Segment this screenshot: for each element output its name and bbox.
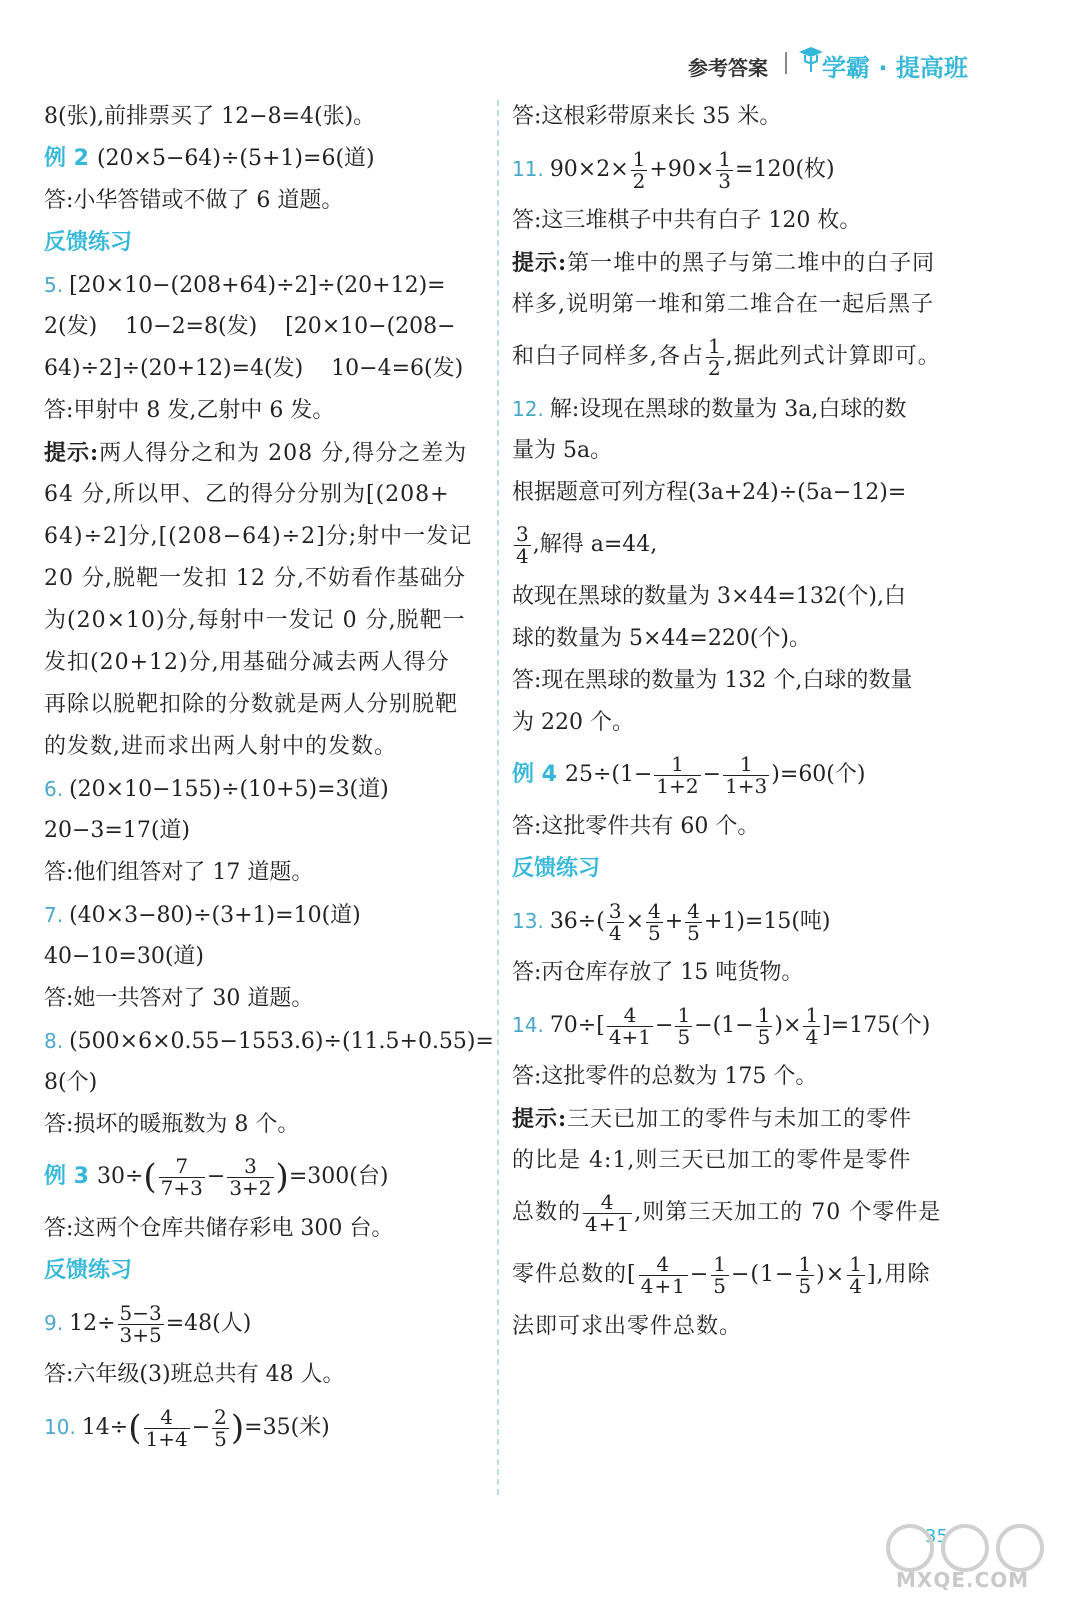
hint-line: 20 分,脱靶一发扣 12 分,不妨看作基础分 xyxy=(44,566,466,591)
answer: 答:他们组答对了 17 道题。 xyxy=(44,860,314,885)
question-number: 12. xyxy=(512,397,544,421)
fraction: $\frac{1}{2}$ xyxy=(632,146,646,193)
section-heading: 反馈练习 xyxy=(44,1258,133,1283)
page-number: 35 xyxy=(925,1526,948,1547)
hint-line: 样多,说明第一堆和第二堆合在一起后黑子 xyxy=(512,292,934,317)
answer: 答:这两个仓库共储存彩电 300 台。 xyxy=(44,1216,394,1241)
hint-line: 法即可求出零件总数。 xyxy=(512,1314,743,1339)
answer: 答:小华答错或不做了 6 道题。 xyxy=(44,188,344,213)
fraction: $\frac{4}{1+4}$ xyxy=(145,1404,188,1451)
hint-line: 发扣(20+12)分,用基础分减去两人得分 xyxy=(44,650,450,675)
question-number: 5. xyxy=(44,273,64,297)
hint-label: 提示: xyxy=(512,1106,568,1132)
q5-line: 64)÷2]÷(20+12)=4(发) 10−4=6(发) xyxy=(44,356,464,381)
hint-line: 提示:三天已加工的零件与未加工的零件 xyxy=(512,1106,913,1132)
example-tag: 例 2 xyxy=(44,146,89,171)
page-header xyxy=(0,0,1066,90)
q7-line: 40−10=30(道) xyxy=(44,944,205,969)
question-number: 14. xyxy=(512,1013,544,1037)
fraction: $\frac{1}{5}$ xyxy=(677,1002,691,1049)
fraction: $\frac{3}{4}$ xyxy=(516,521,529,568)
answer: 答:现在黑球的数量为 132 个,白球的数量 xyxy=(512,668,913,693)
fraction: $\frac{1}{2}$ xyxy=(708,333,722,380)
fraction: $\frac{4}{4+1}$ xyxy=(585,1189,631,1236)
q12-line: 故现在黑球的数量为 3×44=132(个),白 xyxy=(512,584,907,609)
answer: 答:损坏的暖瓶数为 8 个。 xyxy=(44,1112,300,1137)
q6-line: 20−3=17(道) xyxy=(44,818,191,843)
fraction: $\frac{4}{5}$ xyxy=(648,898,661,945)
question-number: 7. xyxy=(44,903,64,927)
example-2-formula: 例 2 (20×5−64)÷(5+1)=6(道) xyxy=(44,146,375,171)
watermark-text: MXQE.COM xyxy=(896,1568,1030,1592)
fraction: $\frac{1}{5}$ xyxy=(713,1251,727,1298)
answer: 答:甲射中 8 发,乙射中 6 发。 xyxy=(44,398,335,423)
example-tag: 例 4 xyxy=(512,762,557,787)
fraction: $\frac{5-3}{3+5}$ xyxy=(119,1300,162,1347)
hint-line: 的比是 4:1,则三天已加工的零件是零件 xyxy=(512,1148,912,1173)
hint-line: 64 分,所以甲、乙的得分分别为[(208+ xyxy=(44,482,450,507)
fraction: $\frac{1}{3}$ xyxy=(718,146,732,193)
q7-line: 7. (40×3−80)÷(3+1)=10(道) xyxy=(44,903,361,928)
q6-line: 6. (20×10−155)÷(10+5)=3(道) xyxy=(44,777,389,802)
q12-line: $\frac{3}{4}$ ,解得 a=44, xyxy=(516,521,658,568)
header-separator xyxy=(785,52,787,74)
hint-line: 和白子同样多,各占 $\frac{1}{2}$ ,据此列式计算即可。 xyxy=(512,333,941,380)
fraction: $\frac{4}{4+1}$ xyxy=(608,1002,652,1049)
header-brand: 学霸 · 提高班 xyxy=(822,54,968,82)
question-number: 9. xyxy=(44,1311,64,1335)
hint-label: 提示: xyxy=(512,250,568,276)
answer: 答:这批零件的总数为 175 个。 xyxy=(512,1064,818,1089)
fraction: $\frac{4}{5}$ xyxy=(687,898,700,945)
fraction: $\frac{1}{4}$ xyxy=(849,1251,863,1298)
hint-line: 为(20×10)分,每射中一发记 0 分,脱靶一 xyxy=(44,608,466,633)
hint-line: 总数的 $\frac{4}{4+1}$ ,则第三天加工的 70 个零件是 xyxy=(512,1189,942,1236)
fraction: $\frac{7}{7+3}$ xyxy=(160,1153,203,1200)
right-column xyxy=(512,96,952,1348)
section-heading: 反馈练习 xyxy=(44,230,133,255)
hint-line: 提示:两人得分之和为 208 分,得分之差为 xyxy=(44,440,468,466)
q14-formula: 14. 70÷[ $\frac{4}{4+1}$ − $\frac{1}{5}$ −(1− $\frac{1}{5}$ )× $\frac{1}{4}$ ]=175(个) xyxy=(512,1002,931,1049)
fraction: $\frac{3}{4}$ xyxy=(608,898,622,945)
example-tag: 例 3 xyxy=(44,1164,89,1189)
graduation-cap-icon xyxy=(797,44,825,74)
q5-line: 2(发) 10−2=8(发) [20×10−(208− xyxy=(44,314,456,339)
fraction: $\frac{1}{4}$ xyxy=(805,1002,819,1049)
q8-line: 8(个) xyxy=(44,1070,98,1095)
q9-formula: 9. 12÷ $\frac{5-3}{3+5}$ =48(人) xyxy=(44,1300,252,1347)
q10-formula: 10. 14÷( $\frac{4}{1+4}$ − $\frac{2}{5}$ )=35(米) xyxy=(44,1404,330,1451)
question-number: 13. xyxy=(512,909,544,933)
fraction: $\frac{1}{1+3}$ xyxy=(725,751,768,798)
question-number: 11. xyxy=(512,157,544,181)
hint-line: 64)÷2]分,[(208−64)÷2]分;射中一发记 xyxy=(44,524,473,549)
answer: 答:六年级(3)班总共有 48 人。 xyxy=(44,1362,345,1387)
hint-line: 的发数,进而求出两人射中的发数。 xyxy=(44,734,397,759)
example-3-formula: 例 3 30÷( $\frac{7}{7+3}$ − $\frac{3}{3+2}$ )=300(台) xyxy=(44,1153,389,1200)
answer: 为 220 个。 xyxy=(512,710,634,735)
hint-line: 再除以脱靶扣除的分数就是两人分别脱靶 xyxy=(44,692,459,717)
answer: 答:这三堆棋子中共有白子 120 枚。 xyxy=(512,208,862,233)
hint-line: 提示:第一堆中的黑子与第二堆中的白子同 xyxy=(512,250,936,276)
question-number: 6. xyxy=(44,777,64,801)
question-number: 8. xyxy=(44,1029,64,1053)
answer: 答:丙仓库存放了 15 吨货物。 xyxy=(512,960,804,985)
fraction: $\frac{1}{1+2}$ xyxy=(656,751,699,798)
hint-label: 提示: xyxy=(44,440,100,466)
section-heading: 反馈练习 xyxy=(512,856,601,881)
q12-line: 球的数量为 5×44=220(个)。 xyxy=(512,626,812,651)
answer: 答:这根彩带原来长 35 米。 xyxy=(512,104,782,129)
q5-line: 5. [20×10−(208+64)÷2]÷(20+12)= xyxy=(44,273,446,298)
fraction: $\frac{3}{3+2}$ xyxy=(229,1153,272,1200)
example-4-formula: 例 4 25÷(1− $\frac{1}{1+2}$ − $\frac{1}{1+3}$ )=60(个) xyxy=(512,751,866,798)
q11-formula: 11. 90×2× $\frac{1}{2}$ +90× $\frac{1}{3}$ =120(枚) xyxy=(512,146,835,193)
header-label: 参考答案 xyxy=(688,56,768,80)
question-number: 10. xyxy=(44,1415,76,1439)
left-column xyxy=(44,96,494,1458)
q13-formula: 13. 36÷( $\frac{3}{4}$ × $\frac{4}{5}$ + $\frac{4}{5}$ +1)=15(吨) xyxy=(512,898,831,945)
fraction: $\frac{4}{4+1}$ xyxy=(640,1251,686,1298)
q12-line: 量为 5a。 xyxy=(512,438,613,463)
answer: 答:她一共答对了 30 道题。 xyxy=(44,986,314,1011)
hint-line: 零件总数的[ $\frac{4}{4+1}$ − $\frac{1}{5}$ −(1− $\frac{1}{5}$ )× $\frac{1}{4}$ ],用除 xyxy=(512,1251,931,1298)
q12-line: 根据题意可列方程(3a+24)÷(5a−12)= xyxy=(512,480,907,505)
fraction: $\frac{2}{5}$ xyxy=(214,1404,227,1451)
fraction: $\frac{1}{5}$ xyxy=(798,1251,813,1298)
column-divider xyxy=(497,100,499,1495)
text-line: 8(张),前排票买了 12−8=4(张)。 xyxy=(44,104,376,129)
q12-line: 12. 解:设现在黑球的数量为 3a,白球的数 xyxy=(512,397,907,422)
fraction: $\frac{1}{5}$ xyxy=(757,1002,771,1049)
q8-line: 8. (500×6×0.55−1553.6)÷(11.5+0.55)= xyxy=(44,1029,494,1054)
answer: 答:这批零件共有 60 个。 xyxy=(512,814,760,839)
